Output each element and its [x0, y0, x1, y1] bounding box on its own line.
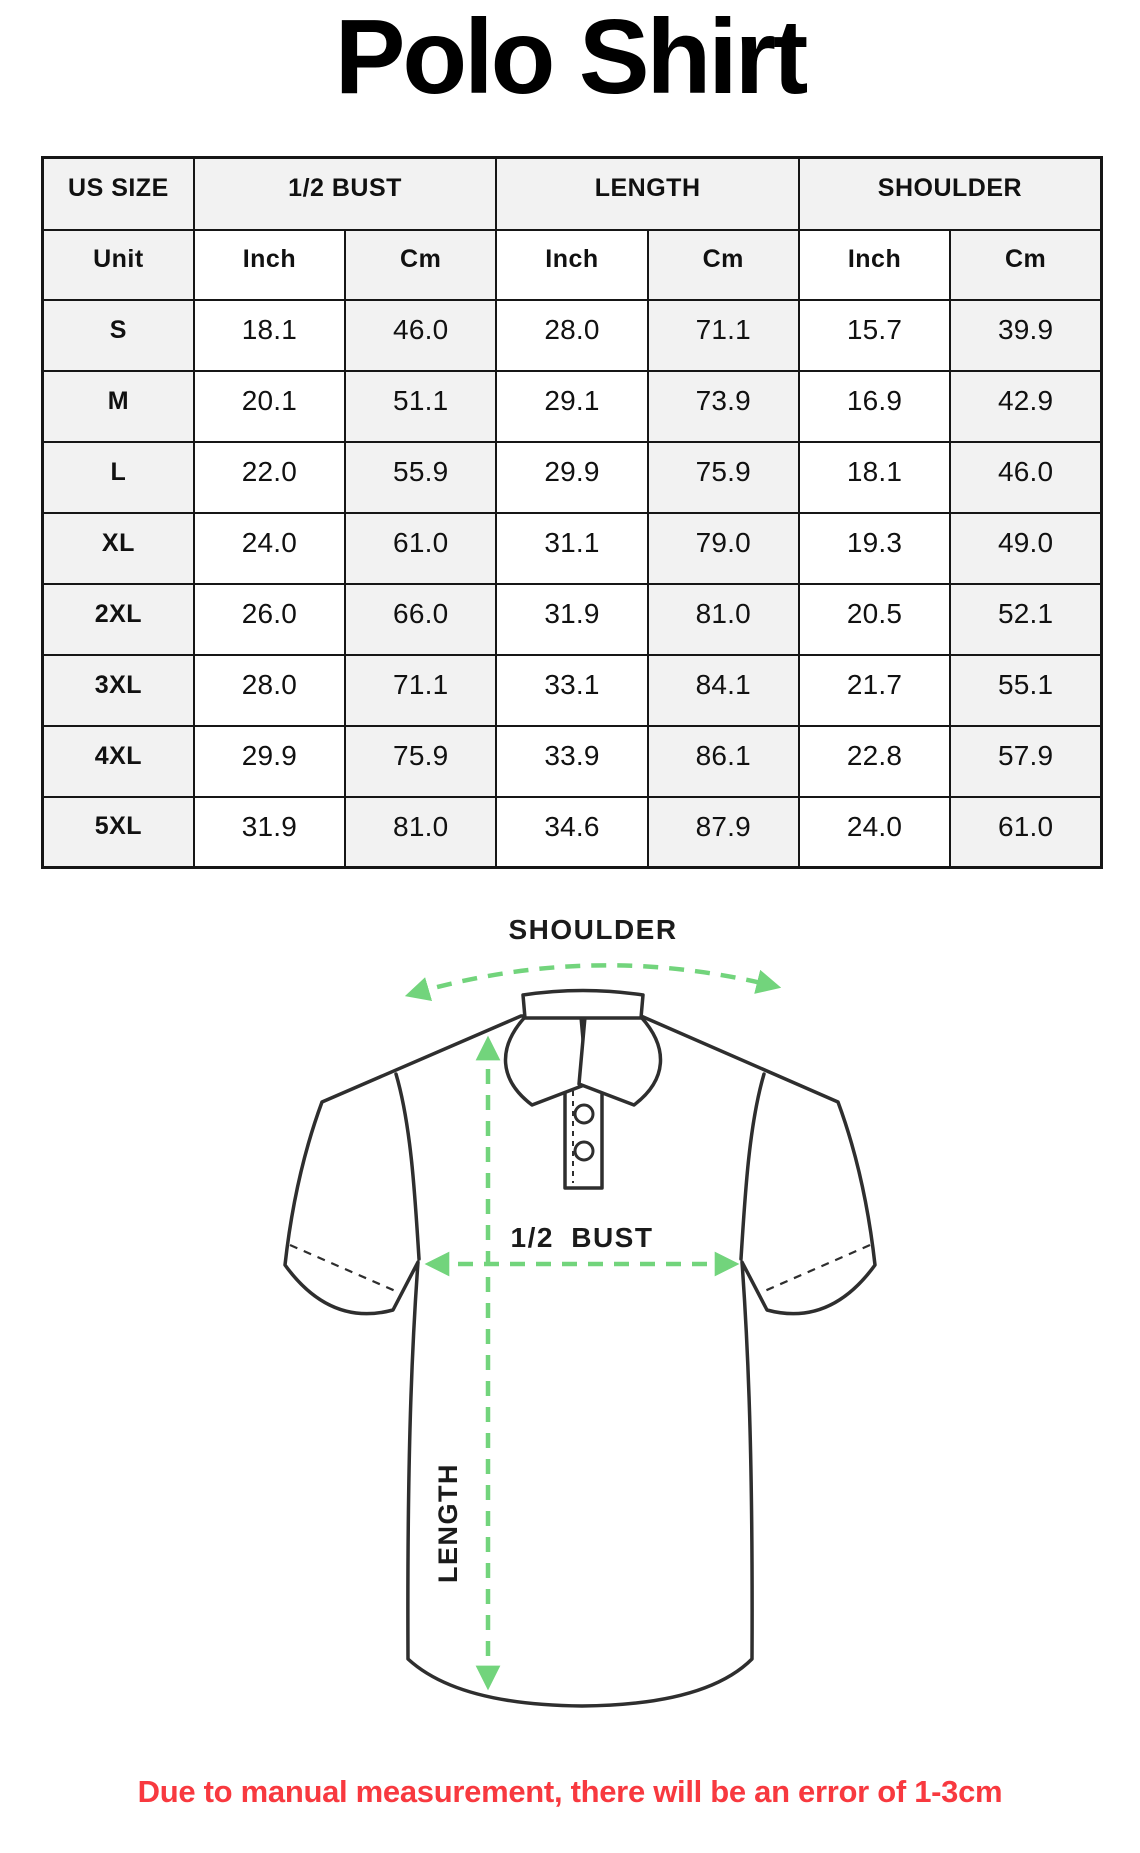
page-title: Polo Shirt [334, 0, 806, 116]
size-label-cell: XL [43, 513, 194, 584]
table-row [43, 513, 1102, 584]
size-label-cell: 2XL [43, 584, 194, 655]
unit-cell: Cm [345, 230, 496, 300]
value-cell: 20.1 [194, 371, 345, 442]
unit-cell: Cm [648, 230, 799, 300]
value-cell: 66.0 [345, 584, 496, 655]
size-label-cell: S [43, 300, 194, 371]
value-cell: 18.1 [194, 300, 345, 371]
placket [565, 1085, 602, 1188]
value-cell: 31.1 [496, 513, 647, 584]
value-cell: 46.0 [950, 442, 1101, 513]
shoulder-label: SHOULDER [508, 914, 678, 945]
value-cell: 16.9 [799, 371, 950, 442]
value-cell: 33.1 [496, 655, 647, 726]
value-cell: 61.0 [950, 797, 1101, 868]
value-cell: 34.6 [496, 797, 647, 868]
size-label-cell: L [43, 442, 194, 513]
value-cell: 24.0 [799, 797, 950, 868]
value-cell: 49.0 [950, 513, 1101, 584]
size-label-cell: M [43, 371, 194, 442]
table-row [43, 371, 1102, 442]
value-cell: 33.9 [496, 726, 647, 797]
value-cell: 39.9 [950, 300, 1101, 371]
column-header-us-size: US SIZE [43, 158, 194, 230]
value-cell: 75.9 [648, 442, 799, 513]
unit-cell: Inch [799, 230, 950, 300]
collar-band [523, 991, 643, 1019]
size-label-cell: 3XL [43, 655, 194, 726]
column-header-shoulder: SHOULDER [799, 158, 1102, 230]
table-unit-row [43, 230, 1102, 300]
value-cell: 31.9 [194, 797, 345, 868]
value-cell: 81.0 [345, 797, 496, 868]
size-label-cell: 4XL [43, 726, 194, 797]
value-cell: 52.1 [950, 584, 1101, 655]
polo-measurement-diagram [230, 895, 930, 1725]
placket-button [575, 1105, 593, 1123]
table-header-row [43, 158, 1102, 230]
bust-label: 1/2 BUST [510, 1222, 654, 1253]
value-cell: 42.9 [950, 371, 1101, 442]
unit-cell: Cm [950, 230, 1101, 300]
value-cell: 79.0 [648, 513, 799, 584]
value-cell: 87.9 [648, 797, 799, 868]
value-cell: 84.1 [648, 655, 799, 726]
table-row [43, 726, 1102, 797]
value-cell: 57.9 [950, 726, 1101, 797]
placket-button [575, 1142, 593, 1160]
value-cell: 18.1 [799, 442, 950, 513]
value-cell: 19.3 [799, 513, 950, 584]
value-cell: 22.8 [799, 726, 950, 797]
value-cell: 15.7 [799, 300, 950, 371]
value-cell: 26.0 [194, 584, 345, 655]
size-chart-table [41, 156, 1103, 869]
value-cell: 29.1 [496, 371, 647, 442]
size-label-cell: 5XL [43, 797, 194, 868]
column-header-half-bust: 1/2 BUST [194, 158, 497, 230]
value-cell: 31.9 [496, 584, 647, 655]
value-cell: 46.0 [345, 300, 496, 371]
value-cell: 61.0 [345, 513, 496, 584]
value-cell: 29.9 [194, 726, 345, 797]
value-cell: 28.0 [496, 300, 647, 371]
value-cell: 73.9 [648, 371, 799, 442]
value-cell: 24.0 [194, 513, 345, 584]
value-cell: 55.9 [345, 442, 496, 513]
value-cell: 55.1 [950, 655, 1101, 726]
table-row [43, 300, 1102, 371]
value-cell: 75.9 [345, 726, 496, 797]
value-cell: 71.1 [345, 655, 496, 726]
length-label: LENGTH [433, 1463, 463, 1583]
table-row [43, 442, 1102, 513]
value-cell: 29.9 [496, 442, 647, 513]
table-row [43, 584, 1102, 655]
table-row [43, 655, 1102, 726]
value-cell: 20.5 [799, 584, 950, 655]
column-header-length: LENGTH [496, 158, 799, 230]
value-cell: 81.0 [648, 584, 799, 655]
value-cell: 86.1 [648, 726, 799, 797]
value-cell: 21.7 [799, 655, 950, 726]
measurement-note: Due to manual measurement, there will be an error of 1-3cm [137, 1774, 1003, 1809]
unit-cell: Inch [496, 230, 647, 300]
value-cell: 51.1 [345, 371, 496, 442]
value-cell: 71.1 [648, 300, 799, 371]
value-cell: 28.0 [194, 655, 345, 726]
unit-cell: Inch [194, 230, 345, 300]
unit-cell: Unit [43, 230, 194, 300]
table-row [43, 797, 1102, 868]
value-cell: 22.0 [194, 442, 345, 513]
